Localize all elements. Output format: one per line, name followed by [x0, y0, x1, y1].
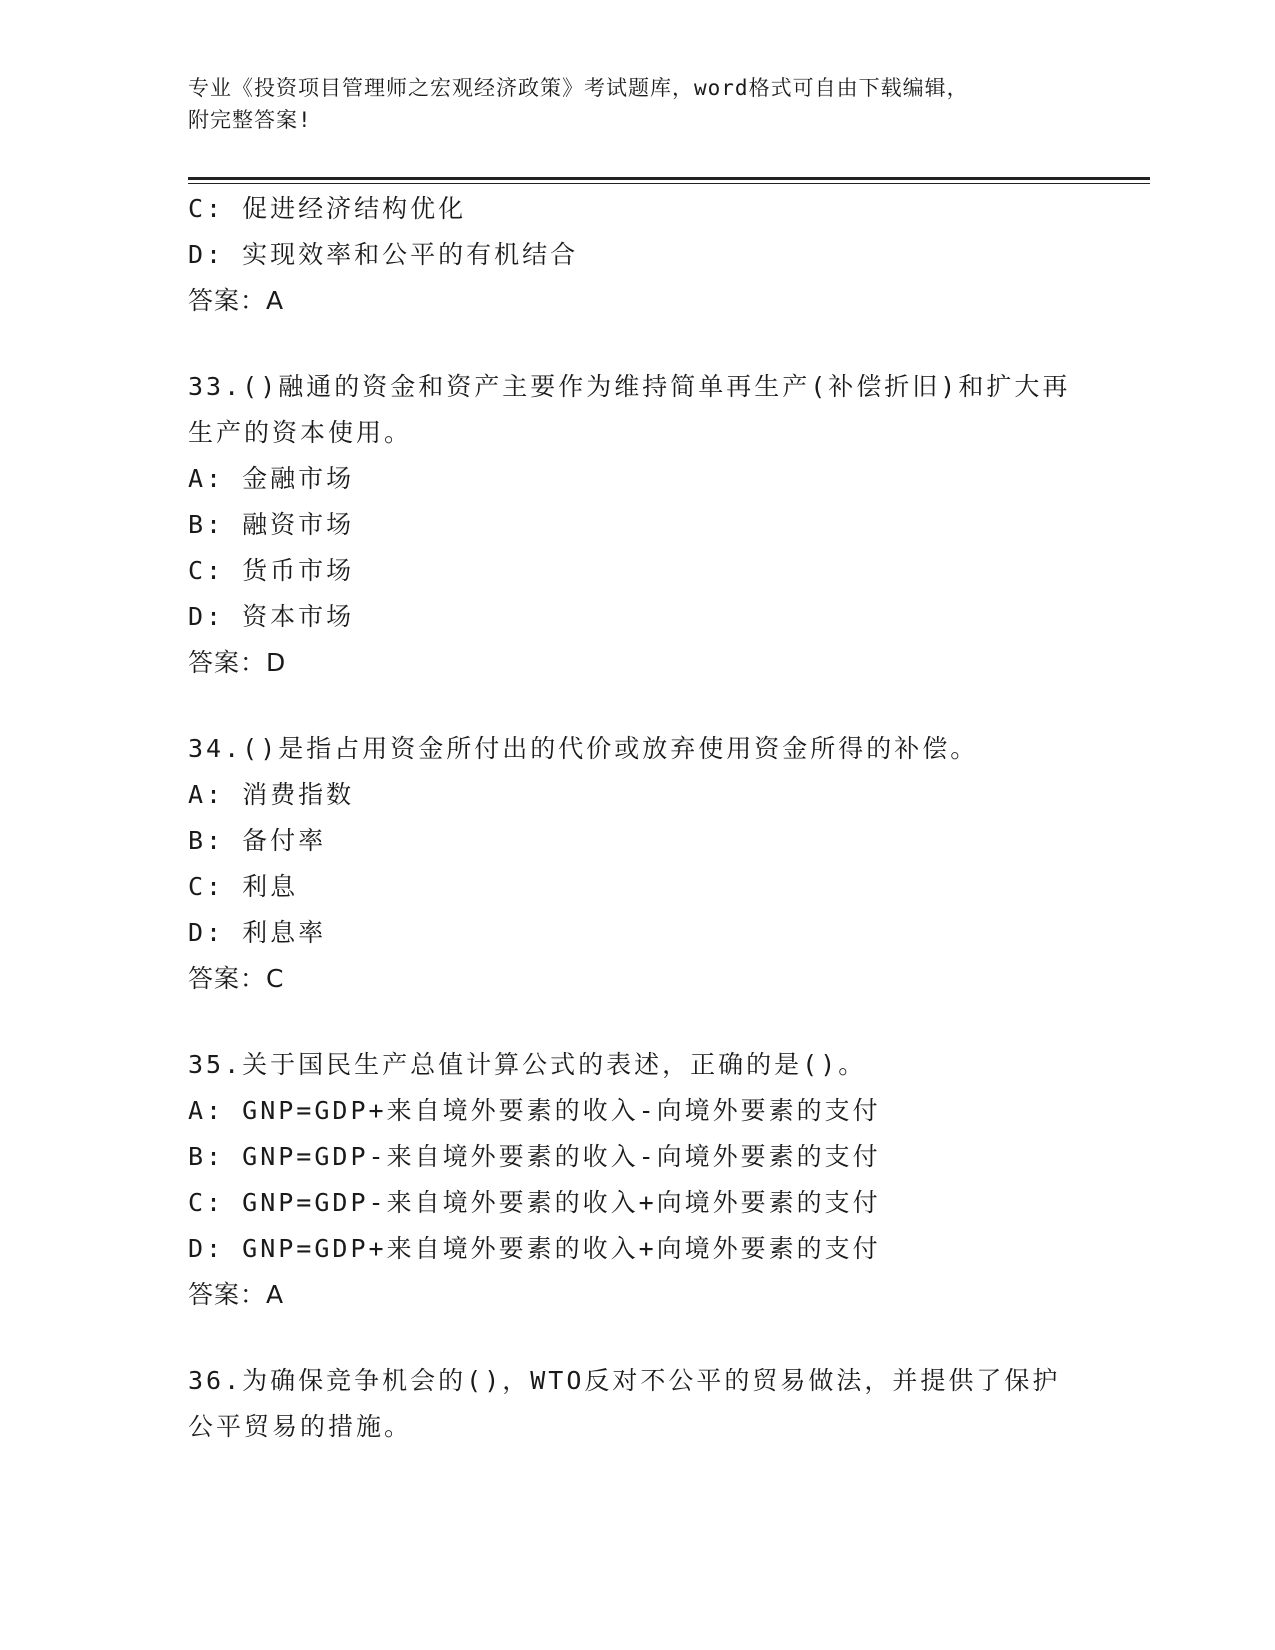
option-a: A: 金融市场: [188, 464, 355, 493]
question-stem: 33.()融通的资金和资产主要作为维持简单再生产(补偿折旧)和扩大再: [188, 372, 1071, 401]
question-35: [188, 1042, 1088, 1318]
question-stem-continued: 生产的资本使用。: [188, 418, 413, 447]
question-content: [188, 186, 1088, 1450]
option-d: D: 利息率: [188, 918, 327, 947]
question-33: [188, 364, 1088, 686]
question-34: [188, 726, 1088, 1002]
header-divider-thick: [188, 177, 1150, 180]
question-stem: 35.关于国民生产总值计算公式的表述，正确的是()。: [188, 1050, 867, 1079]
document-header: [188, 72, 1088, 136]
question-stem-continued: 公平贸易的措施。: [188, 1412, 413, 1441]
option-a: A: 消费指数: [188, 780, 355, 809]
previous-question-block: [188, 186, 1088, 324]
option-a: A: GNP=GDP+来自境外要素的收入-向境外要素的支付: [188, 1096, 881, 1125]
answer-line: 答案：C: [188, 964, 285, 993]
option-c: C: GNP=GDP-来自境外要素的收入+向境外要素的支付: [188, 1188, 881, 1217]
answer-line: 答案：A: [188, 286, 285, 315]
question-stem: 36.为确保竞争机会的()，WTO反对不公平的贸易做法，并提供了保护: [188, 1366, 1061, 1395]
option-b: B: GNP=GDP-来自境外要素的收入-向境外要素的支付: [188, 1142, 881, 1171]
option-d: D: 实现效率和公平的有机结合: [188, 240, 579, 269]
header-line-2: 附完整答案!: [188, 108, 312, 132]
question-36: [188, 1358, 1088, 1450]
option-c: C: 促进经济结构优化: [188, 194, 467, 223]
option-d: D: 资本市场: [188, 602, 355, 631]
option-b: B: 备付率: [188, 826, 327, 855]
option-c: C: 货币市场: [188, 556, 355, 585]
answer-line: 答案：A: [188, 1280, 285, 1309]
question-stem: 34.()是指占用资金所付出的代价或放弃使用资金所得的补偿。: [188, 734, 979, 763]
header-line-1: 专业《投资项目管理师之宏观经济政策》考试题库，word格式可自由下载编辑，: [188, 76, 969, 100]
option-c: C: 利息: [188, 872, 299, 901]
answer-line: 答案：D: [188, 648, 287, 677]
header-divider-thin: [188, 183, 1150, 184]
option-d: D: GNP=GDP+来自境外要素的收入+向境外要素的支付: [188, 1234, 881, 1263]
option-b: B: 融资市场: [188, 510, 355, 539]
